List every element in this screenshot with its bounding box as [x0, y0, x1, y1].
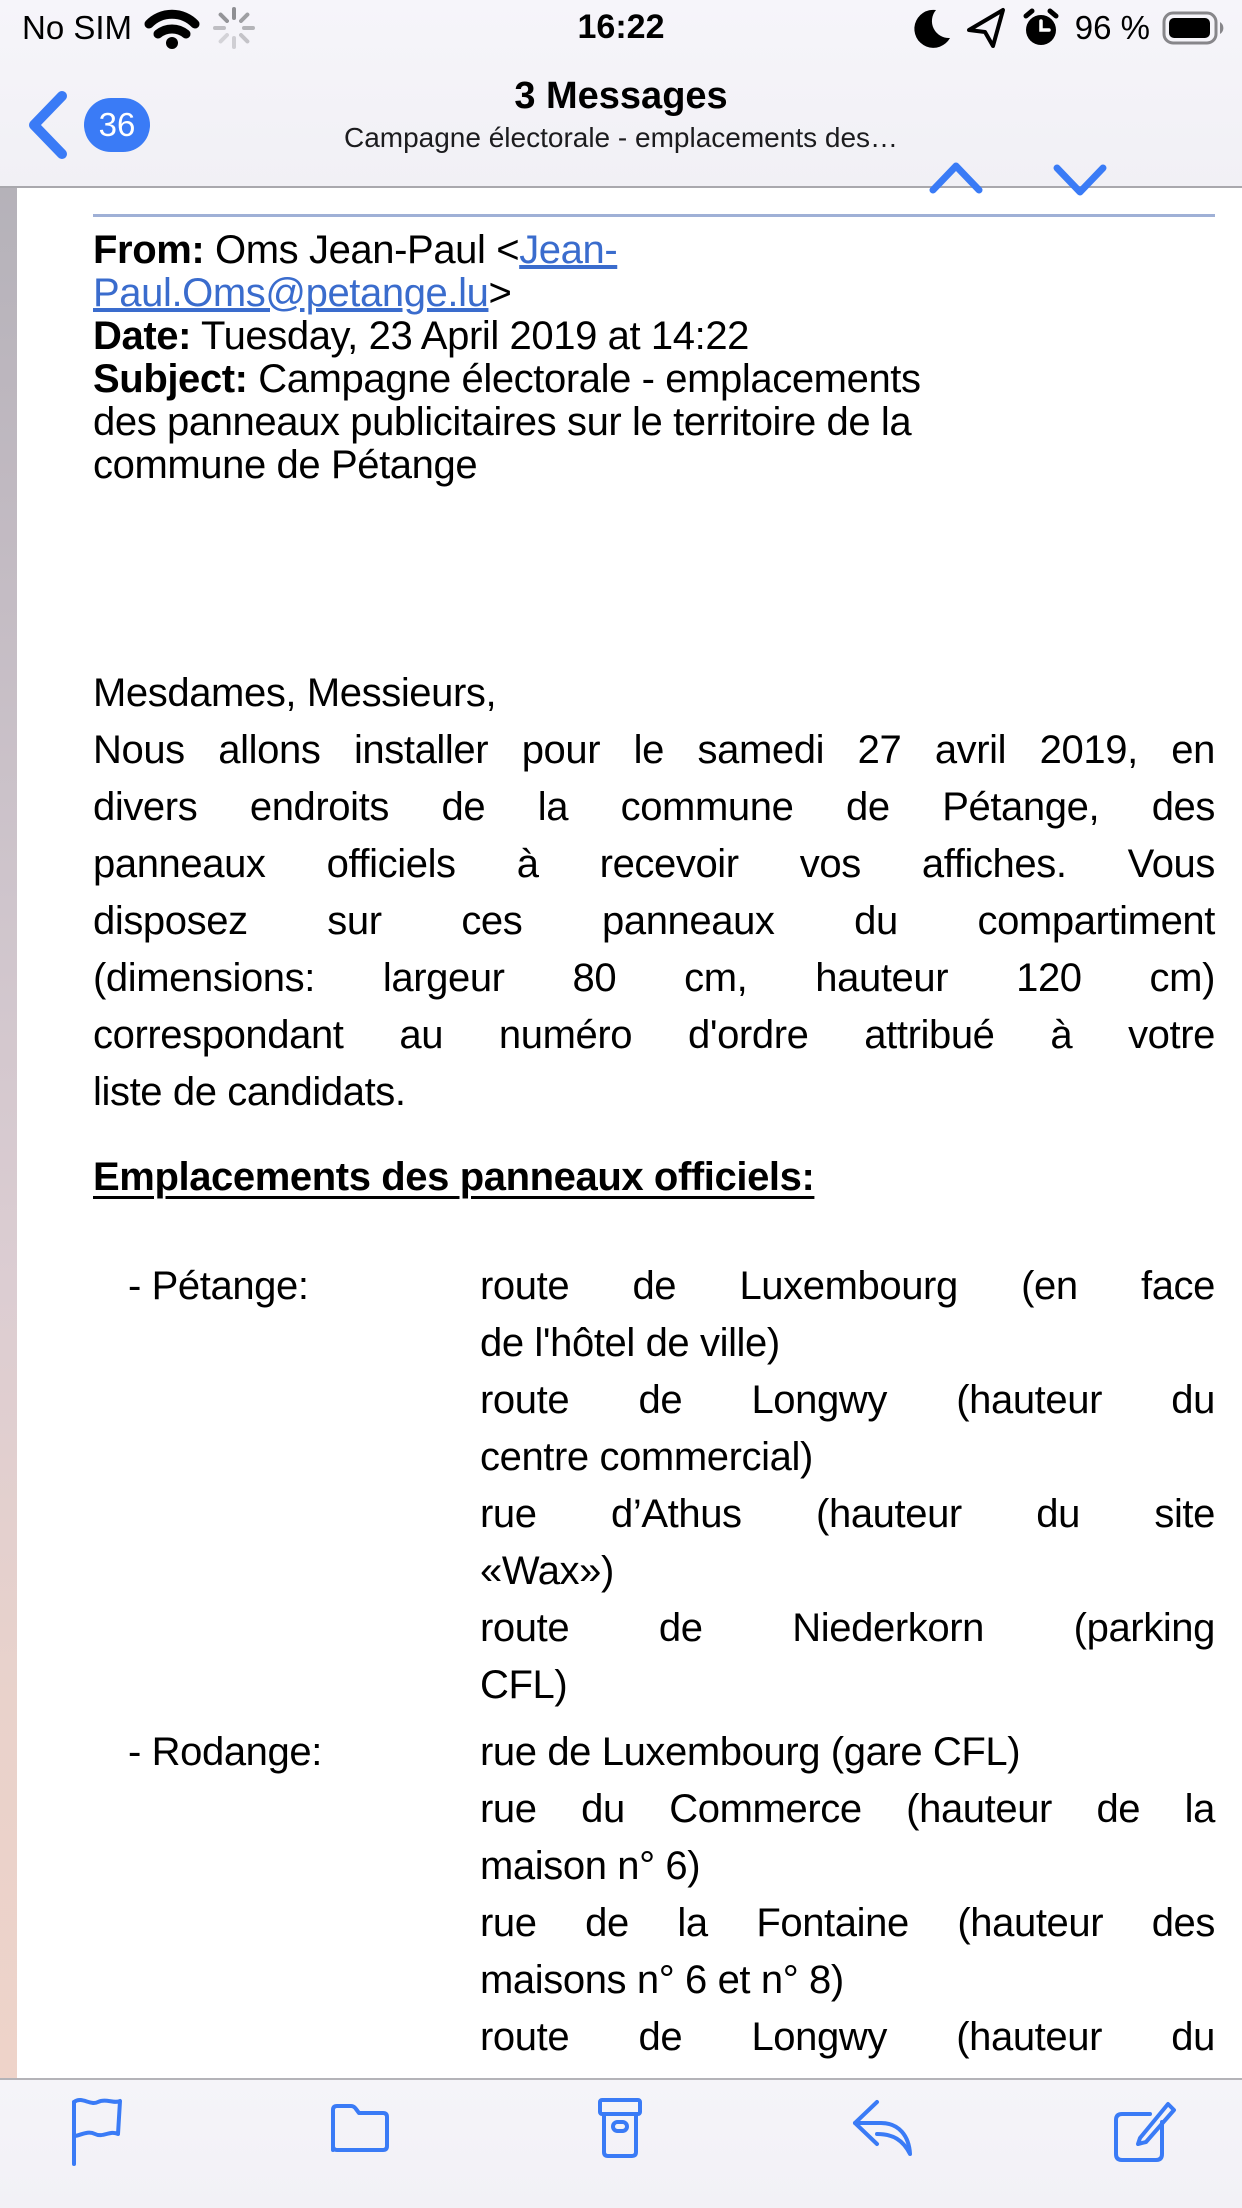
location-row	[93, 1258, 1215, 1714]
text-line: Mesdames, Messieurs,	[93, 671, 497, 715]
chevron-up-icon	[928, 158, 984, 198]
text-line: maisons n° 6 et n° 8)	[480, 1958, 844, 2002]
location-name: - Pétange:	[128, 1264, 309, 1308]
battery-icon	[1162, 10, 1226, 46]
text-line: CFL)	[480, 1663, 568, 1707]
text-line: route de Luxembourg (en face	[480, 1264, 1215, 1308]
text-line: rue du Commerce (hauteur de la	[480, 1787, 1215, 1831]
text-line: panneaux officiels à recevoir vos affiches. Vous	[93, 842, 1215, 886]
previous-message-button[interactable]	[928, 158, 984, 198]
archive-icon	[588, 2096, 652, 2160]
message-body-scroll-area[interactable]	[0, 188, 1242, 2078]
nav-bar	[0, 54, 1242, 186]
mail-toolbar	[0, 2078, 1242, 2208]
status-bar	[0, 0, 1242, 54]
header-line	[93, 444, 1215, 487]
text-line: centre commercial)	[480, 1435, 813, 1479]
battery-percent-label: 96 %	[1074, 9, 1150, 46]
header-line	[93, 229, 1215, 272]
text-line: Nous allons installer pour le samedi 27 avril 2019, en	[93, 728, 1215, 772]
back-chevron-icon	[26, 90, 70, 160]
location-arrow-icon	[965, 6, 1007, 50]
text-line: route de Longwy (hauteur du	[480, 2015, 1215, 2059]
header-line	[93, 272, 1215, 315]
text-line: rue d’Athus (hauteur du site	[480, 1492, 1215, 1536]
text-line: divers endroits de la commune de Pétange, des	[93, 785, 1215, 829]
header-field-label: From:	[93, 228, 205, 272]
unread-count-badge: 36	[84, 98, 150, 152]
text-line: rue de Luxembourg (gare CFL)	[480, 1730, 1021, 1774]
header-field-label: Date:	[93, 314, 192, 358]
email-background-edge	[0, 188, 17, 2078]
sender-email-link[interactable]: Paul.Oms@petange.lu	[93, 271, 489, 315]
text-line: correspondant au numéro d'ordre attribué à votre	[93, 1013, 1215, 1057]
email-content	[0, 188, 1242, 2123]
text-line: route de Longwy (hauteur du	[480, 1378, 1215, 1422]
carrier-label: No SIM	[22, 9, 133, 46]
clock: 16:22	[577, 8, 665, 46]
location-addresses	[480, 1724, 1215, 2123]
header-field-value: des panneaux publicitaires sur le territoire de la	[93, 400, 912, 444]
quote-separator	[93, 214, 1215, 217]
location-row	[93, 1724, 1215, 2123]
header-field-value: Tuesday, 23 April 2019 at 14:22	[191, 314, 750, 358]
locations-list	[93, 1258, 1215, 2123]
text-line: de l'hôtel de ville)	[480, 1321, 780, 1365]
top-bars	[0, 0, 1242, 188]
chevron-down-icon	[1052, 160, 1108, 200]
page-subtitle: Campagne électorale - emplacements des…	[343, 122, 899, 153]
page-title: 3 Messages	[514, 75, 728, 117]
header-field-value: >	[488, 271, 512, 315]
header-field-value: Oms Jean-Paul <	[204, 228, 520, 272]
text-line: maison n° 6)	[480, 1844, 701, 1888]
dnd-moon-icon	[909, 6, 953, 50]
back-button[interactable]	[26, 90, 150, 160]
reply-icon	[847, 2096, 915, 2158]
header-line	[93, 401, 1215, 444]
flag-icon	[62, 2096, 132, 2168]
header-line	[93, 315, 1215, 358]
text-line: «Wax»)	[480, 1549, 614, 1593]
text-line: disposez sur ces panneaux du compartiment	[93, 899, 1215, 943]
sender-email-link[interactable]: Jean-	[519, 228, 618, 272]
section-heading: Emplacements des panneaux officiels:	[93, 1155, 815, 1199]
compose-button[interactable]	[1110, 2096, 1180, 2166]
archive-button[interactable]	[588, 2096, 652, 2160]
header-field-label: Subject:	[93, 357, 248, 401]
header-line	[93, 358, 1215, 401]
reply-button[interactable]	[847, 2096, 915, 2158]
header-field-value: Campagne électorale - emplacements	[247, 357, 921, 401]
location-name: - Rodange:	[128, 1730, 322, 1774]
email-paragraph	[93, 665, 1215, 1121]
header-field-value: commune de Pétange	[93, 443, 478, 487]
alarm-clock-icon	[1019, 6, 1063, 50]
compose-icon	[1110, 2096, 1180, 2166]
next-message-button[interactable]	[1052, 160, 1108, 200]
email-headers	[93, 229, 1215, 487]
text-line: (dimensions: largeur 80 cm, hauteur 120 cm)	[93, 956, 1215, 1000]
location-addresses	[480, 1258, 1215, 1714]
text-line: route de Niederkorn (parking	[480, 1606, 1215, 1650]
folder-icon	[327, 2096, 393, 2158]
text-line: liste de candidats.	[93, 1070, 406, 1114]
text-line: rue de la Fontaine (hauteur des	[480, 1901, 1215, 1945]
move-to-folder-button[interactable]	[327, 2096, 393, 2158]
flag-button[interactable]	[62, 2096, 132, 2168]
